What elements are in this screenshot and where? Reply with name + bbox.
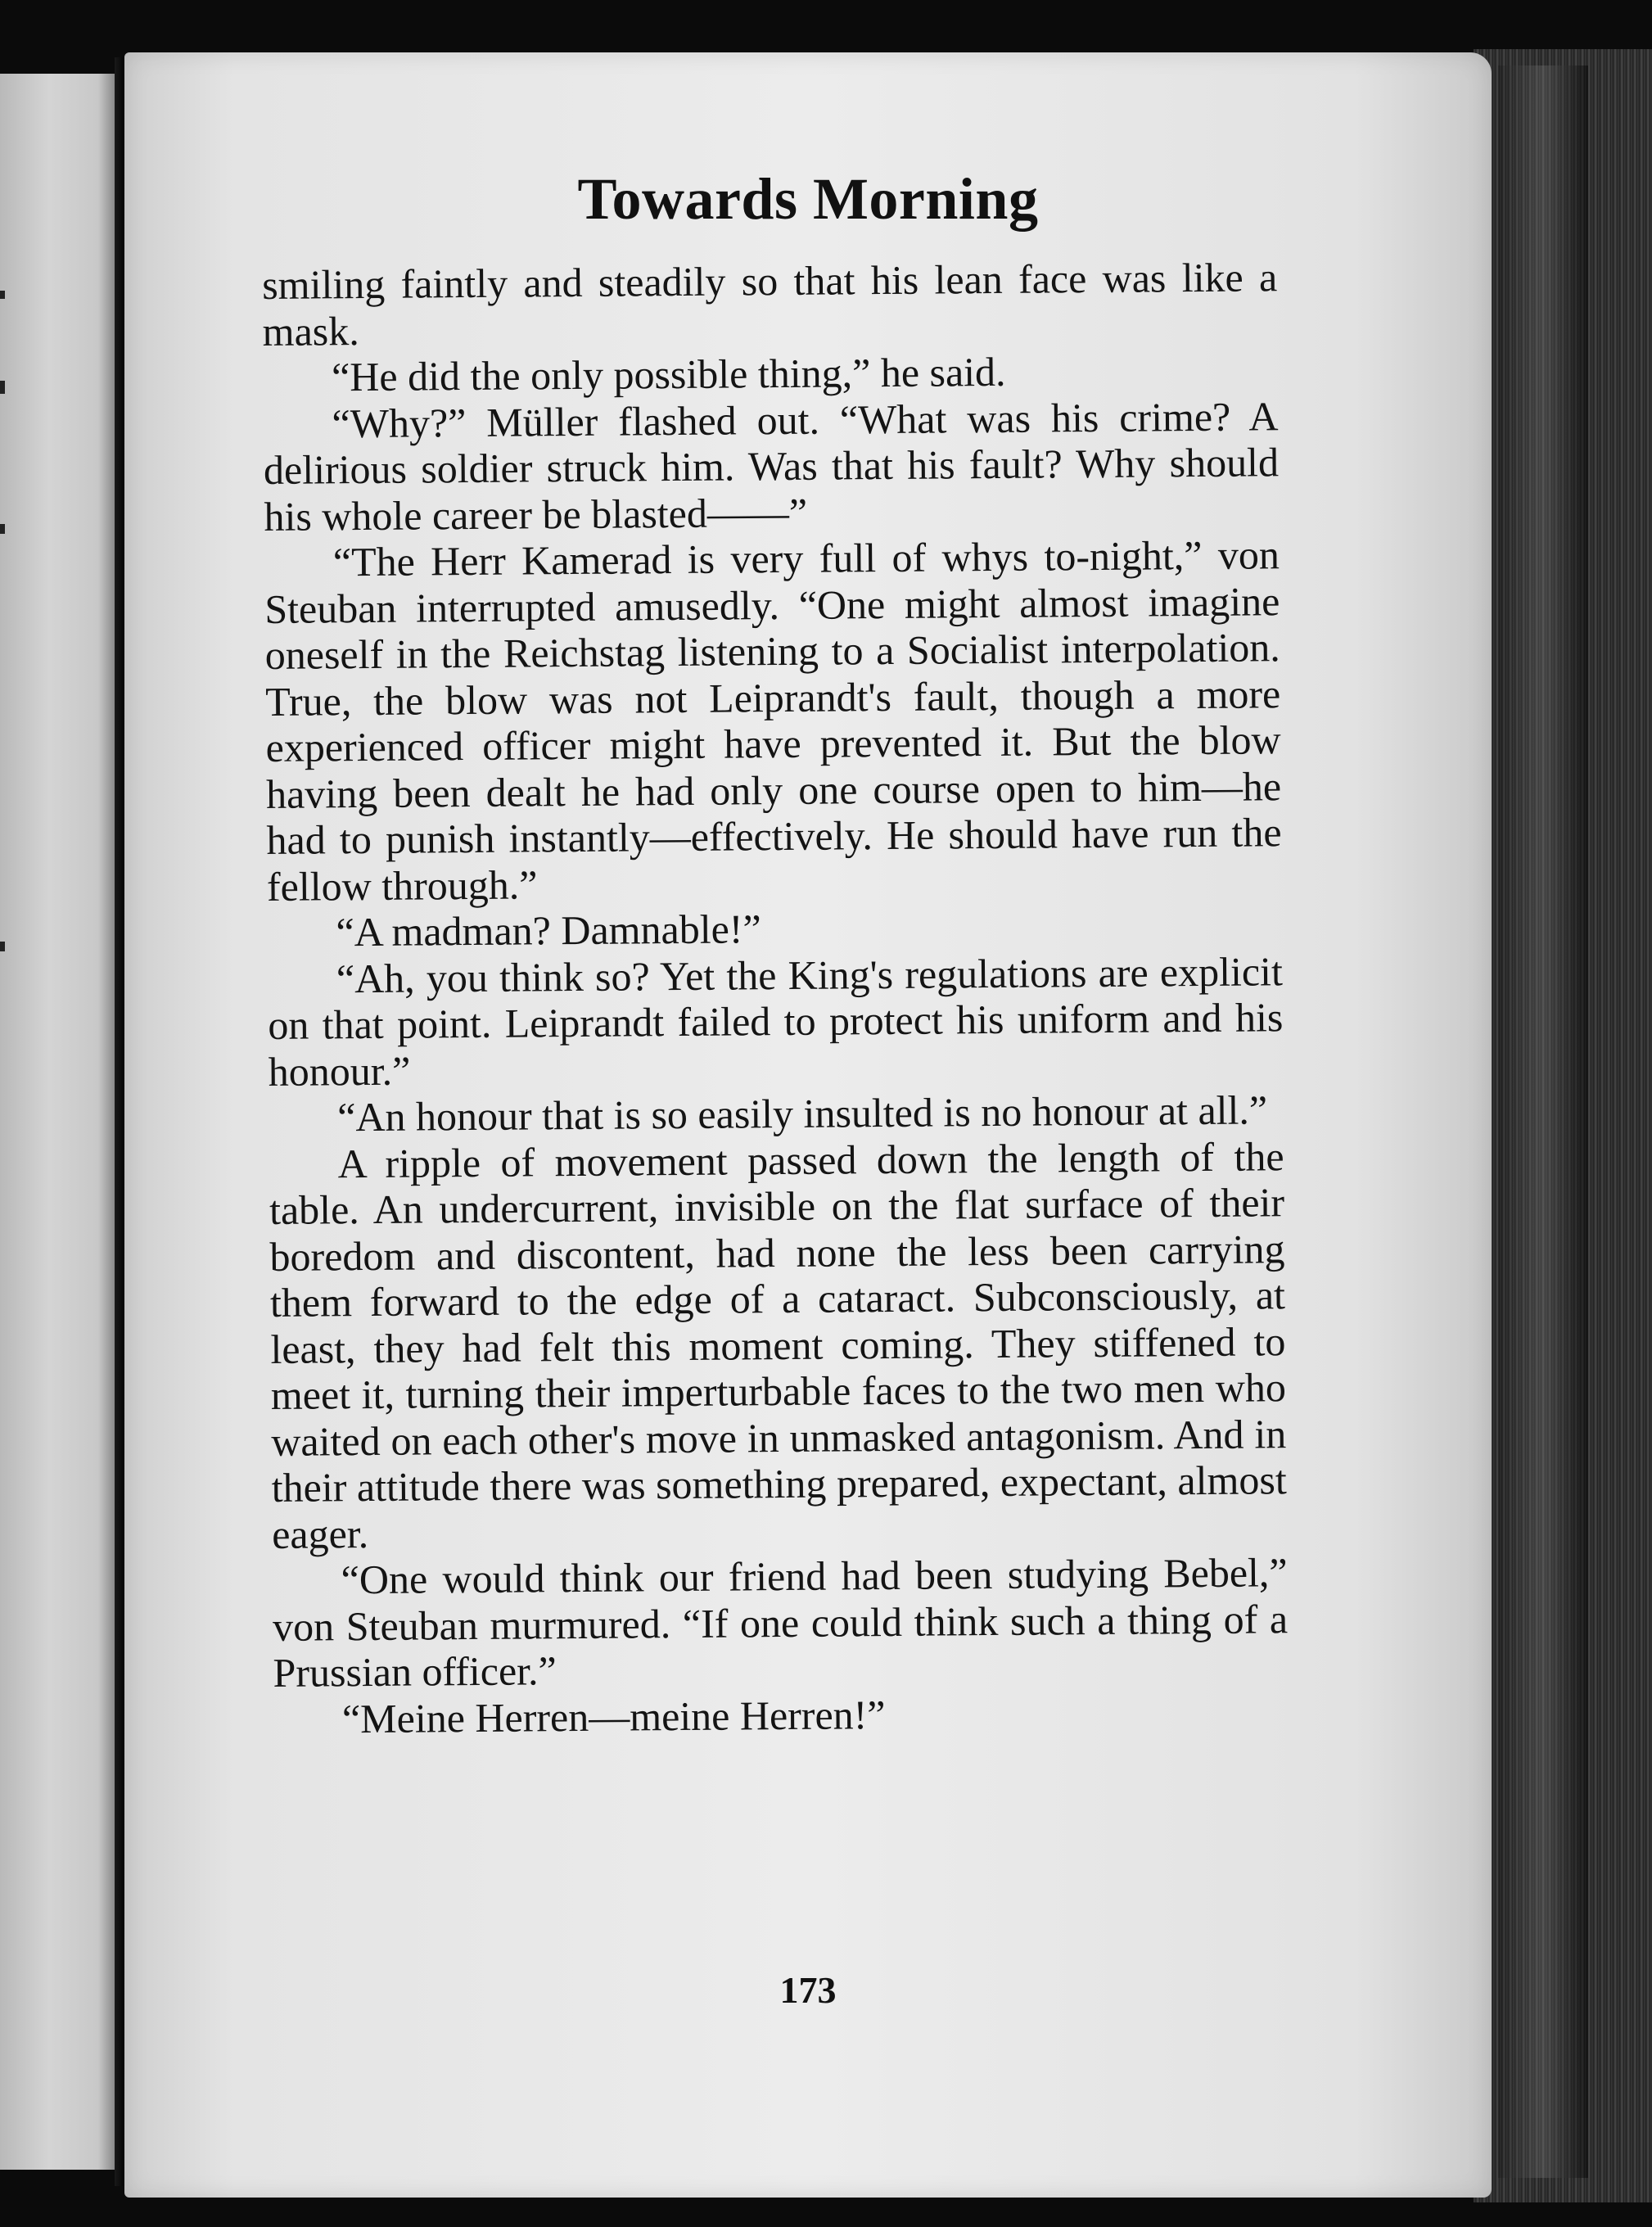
margin-mark xyxy=(0,381,5,394)
paragraph-5: “A madman? Damnable!” xyxy=(336,906,761,955)
body-text xyxy=(262,254,1289,1742)
paragraph-2: “He did the only possible thing,” he said. xyxy=(331,348,1006,400)
paragraph-6: “Ah, you think so? Yet the King's regulations are explicit on that point. Leiprandt failed to protect his uniform and his honour.” xyxy=(268,947,1284,1095)
book-page xyxy=(124,52,1492,2198)
paragraph-4: “The Herr Kamerad is very full of whys to-night,” von Steuban interrupted amusedly. “One might almost imagine oneself in the Reichstag listening to a Socialist interpolation. True, the blow was not Leiprandt's fault, though a more experienced officer might have prevented it. But the blow having been dealt he had only one course open to him—he had to punish instantly—effectively. He should have run the fellow through.” xyxy=(264,531,1282,910)
paragraph-9: “One would think our friend had been studying Bebel,” von Steuban murmured. “If one could think such a thing of a Prussian officer.” xyxy=(272,1549,1289,1696)
paragraph-3: “Why?” Müller flashed out. “What was his crime? A delirious soldier struck him. Was that his fault? Why should his whole career be blasted——” xyxy=(263,392,1280,540)
paragraph-8: A ripple of movement passed down the length of the table. An undercurrent, invisible on the flat surface of their boredom and discontent, had none the less been carrying them forward to the edge of a cataract. Subconsciously, at least, they had felt this moment coming. They stiffened to meet it, turning their imperturbable faces to the two men who waited on each other's move in unmasked antagonism. And in their attitude there was something prepared, expectant, almost eager. xyxy=(269,1132,1287,1557)
margin-mark xyxy=(0,942,5,951)
margin-mark xyxy=(0,291,5,299)
paragraph-7: “An honour that is so easily insulted is no honour at all.” xyxy=(336,1086,1268,1141)
facing-page-edge xyxy=(0,74,123,2170)
margin-mark xyxy=(0,524,5,534)
running-head: Towards Morning xyxy=(577,166,1039,232)
page-number: 173 xyxy=(779,1969,837,2011)
fore-edge-highlight xyxy=(1498,66,1588,2178)
paragraph-10: “Meine Herren—meine Herren!” xyxy=(341,1691,886,1741)
paragraph-1: smiling faintly and steadily so that his lean face was like a mask. xyxy=(262,254,1278,355)
